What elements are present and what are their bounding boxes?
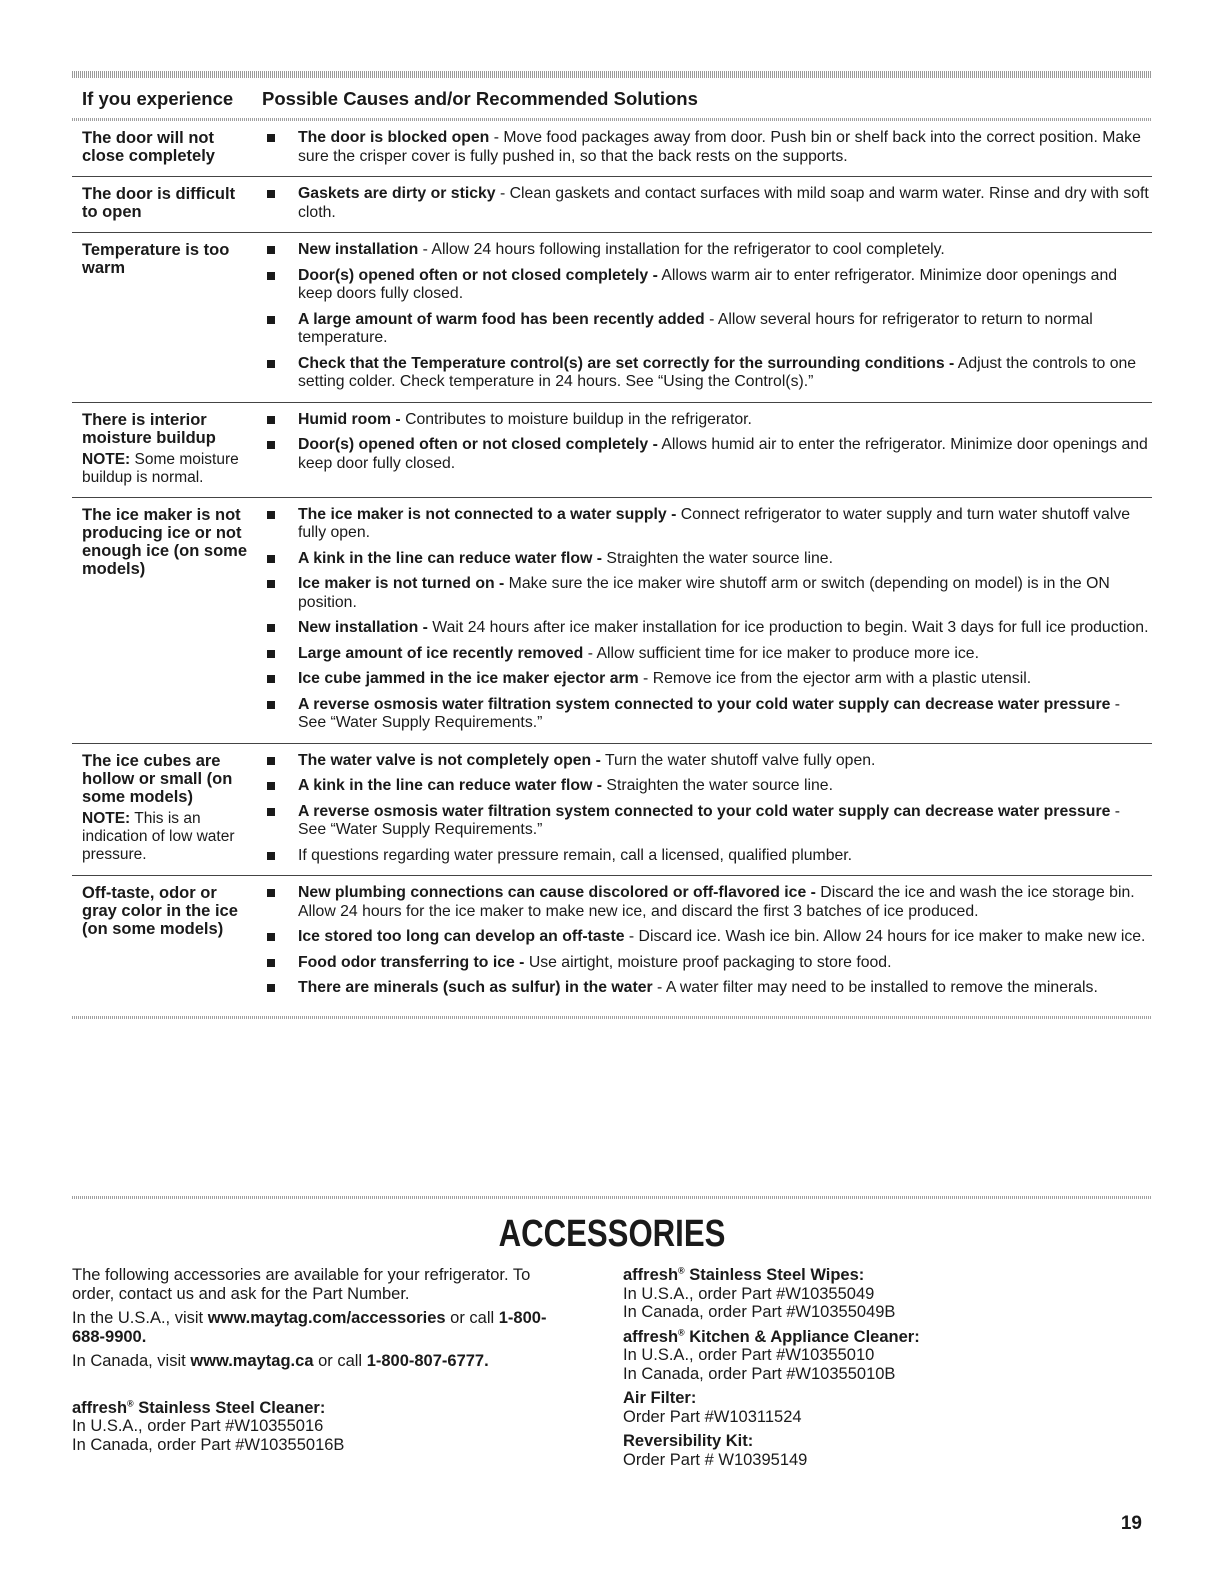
square-bullet-icon <box>267 441 275 449</box>
square-bullet-icon <box>267 624 275 632</box>
square-bullet-icon <box>267 757 275 765</box>
symptom-cell <box>82 506 260 733</box>
solution-list <box>260 185 1152 222</box>
canada-contact: In Canada, visit www.maytag.ca or call 1-800-807-6777. <box>72 1352 489 1370</box>
accessories-right-column <box>623 1266 1143 1475</box>
solution-list <box>260 411 1152 487</box>
product-entry <box>623 1389 1143 1426</box>
square-bullet-icon <box>267 852 275 860</box>
solution-item: Gaskets are dirty or sticky - Clean gaskets and contact surfaces with mild soap and warm water. Rinse and dry with soft cloth. <box>260 185 1152 222</box>
solution-item: Ice cube jammed in the ice maker ejector arm - Remove ice from the ejector arm with a plastic utensil. <box>260 670 1152 689</box>
symptom-cell <box>82 129 260 166</box>
part-number-line: In Canada, order Part #W10355049B <box>623 1303 896 1321</box>
top-dotted-rule <box>72 71 1152 78</box>
table-body <box>72 121 1152 1008</box>
part-number-line: In U.S.A., order Part #W10355049 <box>623 1284 875 1303</box>
solution-item: New installation - Wait 24 hours after ice maker installation for ice production to begin. Wait 3 days for full ice production. <box>260 619 1152 638</box>
part-number-line: Order Part #W10311524 <box>623 1407 802 1426</box>
symptom-cell <box>82 185 260 222</box>
solution-item: A kink in the line can reduce water flow - Straighten the water source line. <box>260 777 1152 796</box>
square-bullet-icon <box>267 808 275 816</box>
symptom-text: The door will not close completely <box>82 129 215 165</box>
product-entry <box>623 1266 1143 1322</box>
part-number-line: In Canada, order Part #W10355016B <box>72 1435 345 1454</box>
solution-item: A reverse osmosis water filtration system connected to your cold water supply can decrease water pressure - See “Water Supply Requirements.” <box>260 696 1152 733</box>
solution-item: Check that the Temperature control(s) are set correctly for the surrounding conditions - Adjust the controls to one setting colder. Check temperature in 24 hours. See “Using the Control(s).” <box>260 355 1152 392</box>
table-row <box>72 177 1152 233</box>
square-bullet-icon <box>267 580 275 588</box>
square-bullet-icon <box>267 889 275 897</box>
table-row <box>72 121 1152 177</box>
product-name: affresh® Kitchen & Appliance Cleaner: <box>623 1327 920 1346</box>
solution-item: Food odor transferring to ice - Use airtight, moisture proof packaging to store food. <box>260 954 1152 973</box>
symptom-cell <box>82 241 260 392</box>
square-bullet-icon <box>267 675 275 683</box>
solution-item: Door(s) opened often or not closed completely - Allows warm air to enter refrigerator. Minimize door openings and keep doors fully closed. <box>260 267 1152 304</box>
canada-url-link[interactable]: www.maytag.ca <box>190 1352 314 1370</box>
square-bullet-icon <box>267 555 275 563</box>
solution-item: If questions regarding water pressure remain, call a licensed, qualified plumber. <box>260 847 1152 866</box>
header-col-symptom: If you experience <box>82 88 234 109</box>
square-bullet-icon <box>267 360 275 368</box>
solution-item: Door(s) opened often or not closed completely - Allows humid air to enter the refrigerator. Minimize door openings and keep door fully closed. <box>260 436 1152 473</box>
solution-list <box>260 884 1152 998</box>
square-bullet-icon <box>267 511 275 519</box>
solution-item: Ice maker is not turned on - Make sure the ice maker wire shutoff arm or switch (depending on model) is in the ON position. <box>260 575 1152 612</box>
part-number-line: In Canada, order Part #W10355010B <box>623 1364 896 1383</box>
solution-item: There are minerals (such as sulfur) in the water - A water filter may need to be installed to remove the minerals. <box>260 979 1152 998</box>
bottom-dotted-rule <box>72 1016 1152 1019</box>
symptom-text: There is interior moisture buildup <box>82 410 216 447</box>
square-bullet-icon <box>267 246 275 254</box>
square-bullet-icon <box>267 190 275 198</box>
canada-phone: 1-800-807-6777. <box>366 1352 489 1370</box>
symptom-text: The door is difficult to open <box>82 185 236 221</box>
product-name: Air Filter: <box>623 1389 697 1407</box>
symptom-cell <box>82 752 260 866</box>
square-bullet-icon <box>267 933 275 941</box>
section-dotted-rule <box>72 1196 1152 1199</box>
left-product-list <box>72 1399 572 1455</box>
solution-list <box>260 129 1152 166</box>
usa-phone: 1-800-688-9900. <box>72 1309 547 1346</box>
symptom-cell <box>82 411 260 487</box>
symptom-text: Temperature is too warm <box>82 241 230 277</box>
accessories-left-column <box>72 1266 572 1460</box>
solution-item: Humid room - Contributes to moisture buildup in the refrigerator. <box>260 411 1152 430</box>
solution-item: New plumbing connections can cause discolored or off-flavored ice - Discard the ice and wash the ice storage bin. Allow 24 hours for the ice maker to make new ice, and discard the first 3 batches of ice produced. <box>260 884 1152 921</box>
square-bullet-icon <box>267 134 275 142</box>
table-row <box>72 233 1152 403</box>
solution-item: The door is blocked open - Move food packages away from door. Push bin or shelf back into the correct position. Make sure the crisper cover is fully pushed in, so that the back rests on the supports. <box>260 129 1152 166</box>
right-product-list <box>623 1266 1143 1469</box>
solution-item: Large amount of ice recently removed - Allow sufficient time for ice maker to produce more ice. <box>260 645 1152 664</box>
solution-item: The ice maker is not connected to a water supply - Connect refrigerator to water supply and turn water shutoff valve fully open. <box>260 506 1152 543</box>
solution-list <box>260 506 1152 733</box>
square-bullet-icon <box>267 782 275 790</box>
product-entry <box>72 1399 572 1455</box>
page-number: 19 <box>1120 1513 1142 1534</box>
solution-item: A large amount of warm food has been recently added - Allow several hours for refrigerator to return to normal temperature. <box>260 311 1152 348</box>
table-row <box>72 876 1152 1008</box>
symptom-note: NOTE: Some moisture buildup is normal. <box>82 450 239 486</box>
usa-url-link[interactable]: www.maytag.com/accessories <box>207 1309 446 1327</box>
symptom-note: NOTE: This is an indication of low water pressure. <box>82 809 235 863</box>
square-bullet-icon <box>267 416 275 424</box>
symptom-text: Off-taste, odor or gray color in the ice (on some models) <box>82 884 238 938</box>
table-row <box>72 498 1152 744</box>
product-name: affresh® Stainless Steel Wipes: <box>623 1265 865 1284</box>
solution-item: New installation - Allow 24 hours following installation for the refrigerator to cool completely. <box>260 241 1152 260</box>
symptom-text: The ice maker is not producing ice or not enough ice (on some models) <box>82 505 248 578</box>
square-bullet-icon <box>267 701 275 709</box>
square-bullet-icon <box>267 272 275 280</box>
square-bullet-icon <box>267 316 275 324</box>
usa-contact: In the U.S.A., visit www.maytag.com/accessories or call 1-800-688-9900. <box>72 1309 547 1346</box>
accessories-intro: The following accessories are available for your refrigerator. To order, contact us and ask for the Part Number. <box>72 1266 531 1303</box>
product-name: Reversibility Kit: <box>623 1432 754 1450</box>
part-number-line: Order Part # W10395149 <box>623 1450 808 1469</box>
solution-list <box>260 241 1152 392</box>
solution-item: A kink in the line can reduce water flow - Straighten the water source line. <box>260 550 1152 569</box>
product-entry <box>623 1432 1143 1469</box>
header-col-solutions: Possible Causes and/or Recommended Solutions <box>262 88 698 109</box>
table-row <box>72 403 1152 498</box>
square-bullet-icon <box>267 959 275 967</box>
solution-item: The water valve is not completely open - Turn the water shutoff valve fully open. <box>260 752 1152 771</box>
symptom-text: The ice cubes are hollow or small (on some models) <box>82 751 233 806</box>
solution-item: Ice stored too long can develop an off-taste - Discard ice. Wash ice bin. Allow 24 hours for ice maker to make new ice. <box>260 928 1152 947</box>
part-number-line: In U.S.A., order Part #W10355010 <box>623 1346 875 1364</box>
part-number-line: In U.S.A., order Part #W10355016 <box>72 1417 324 1435</box>
solution-item: A reverse osmosis water filtration system connected to your cold water supply can decrease water pressure - See “Water Supply Requirements.” <box>260 803 1152 840</box>
solution-list <box>260 752 1152 866</box>
product-name: affresh® Stainless Steel Cleaner: <box>72 1398 326 1417</box>
table-header <box>72 78 1152 118</box>
accessories-title: ACCESSORIES <box>498 1213 726 1255</box>
table-row <box>72 744 1152 877</box>
product-entry <box>623 1328 1143 1384</box>
symptom-cell <box>82 884 260 998</box>
square-bullet-icon <box>267 984 275 992</box>
square-bullet-icon <box>267 650 275 658</box>
troubleshooting-table <box>72 71 1152 1019</box>
